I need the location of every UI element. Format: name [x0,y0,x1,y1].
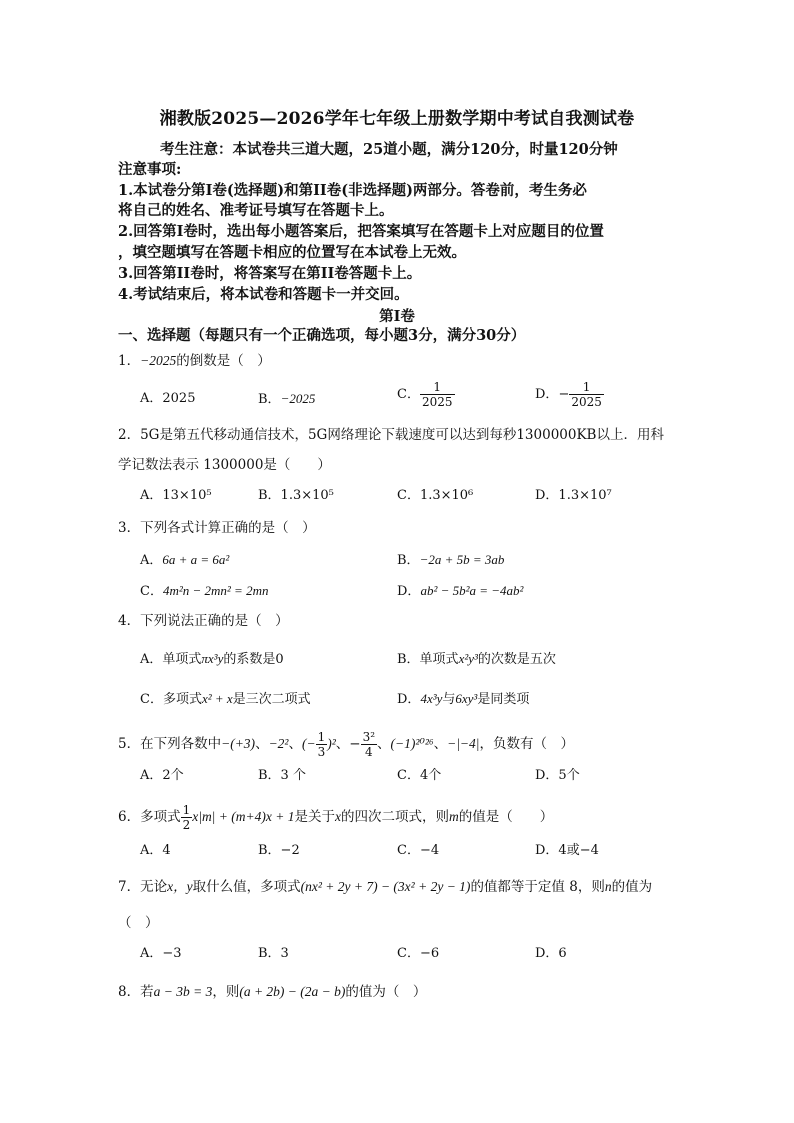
q3-b-math: −2a + 5b = 3ab [419,552,505,567]
q4-option-b [397,649,556,670]
q6-var-x: x [334,809,341,824]
q5-pre: 5．在下列各数中 [118,736,222,752]
q2-option-d: D．1.3×10⁷ [535,488,612,503]
note-line-6: 4.考试结束后，将本试卷和答题卡一并交回。 [118,286,409,303]
q1-option-d [535,380,604,409]
q4-b-math: x²y³ [458,651,478,666]
question-7 [118,877,652,897]
q8-pre: 8．若 [118,984,154,1000]
notes-heading: 注意事项: [118,161,182,178]
q1-d-label: D． [535,387,559,402]
q4-d-label: D． [397,692,421,707]
q2-option-a: A．13×10⁵ [140,488,212,503]
q6-frac-num: 1 [182,803,191,817]
q5-expr-5: (−1)²⁰²⁶ [390,736,434,751]
q3-c-label: C． [140,584,163,599]
notice-line: 考生注意：本试卷共三道大题，25道小题，满分120分，时量120分钟 [160,141,618,158]
q4-option-c [140,689,311,710]
q5-sep-3: 、 [335,736,350,752]
q5-option-c: C．4个 [397,768,442,783]
q5-expr-3-post: )² [327,736,336,751]
q1-option-c [397,380,455,409]
q1-math: −2025 [140,353,177,368]
q5-expr-3-fraction [316,730,328,759]
q4-c-label: C．多项式 [140,692,202,707]
q5-option-b: B．3 个 [258,768,306,783]
q1-c-label: C． [397,387,420,402]
section-heading: 一、选择题（每题只有一个正确选项，每小题3分，满分30分） [118,327,526,344]
q6-fraction [181,803,193,832]
part-label: 第Ⅰ卷 [379,308,415,325]
q8-math-1: a − 3b = 3 [153,984,213,999]
q3-option-b [397,550,504,571]
q1-b-math: −2025 [280,391,316,406]
note-line-2: 将自己的姓名、准考证号填写在答题卡上。 [118,202,394,219]
q5-expr-4-fraction [361,730,377,759]
q7-mid: 取什么值，多项式 [192,879,301,895]
q4-a-math: πx³y [201,651,224,666]
q2-option-c: C．1.3×10⁶ [397,488,474,503]
q8-mid: ，则 [212,984,240,1000]
q2-option-b: B．1.3×10⁵ [258,488,334,503]
q6-option-b: B．−2 [258,843,300,858]
note-line-3: 2.回答第Ⅰ卷时，选出每小题答案后，把答案填写在答题卡上对应题目的位置 [118,223,604,240]
q5-expr-3-num: 1 [317,730,326,744]
note-line-5: 3.回答第II卷时，将答案写在第II卷答题卡上。 [118,265,422,282]
q5-expr-1: −(+3) [221,736,256,751]
q5-sep-1: 、 [255,736,269,752]
q1-stem: 的倒数是（ ） [176,353,271,369]
q7-option-b: B．3 [258,946,289,961]
q7-line-2: （ ） [118,915,159,931]
q7-var-n: n [604,879,612,894]
q6-option-d: D．4或−4 [535,843,599,858]
q1-c-numerator: 1 [420,380,455,395]
q5-sep-4: 、 [377,736,391,752]
q4-d-post: 是同类项 [477,692,530,707]
q3-b-label: B． [397,553,420,568]
q3-c-math: 4m²n − 2mn² = 2mn [162,583,269,598]
q4-option-d [397,689,529,710]
q4-d-math-1: 4x³y [420,691,443,706]
q4-c-post: 是三次二项式 [232,692,311,707]
q1-d-fraction [569,380,604,409]
q6-frac-den: 2 [182,818,191,832]
q7-option-d: D．6 [535,946,567,961]
question-4: 4．下列说法正确的是（ ） [118,613,289,629]
question-3: 3．下列各式计算正确的是（ ） [118,520,316,536]
q4-a-post: 的系数是0 [223,652,284,667]
q7-pre: 7．无论 [118,879,168,895]
q4-d-mid: 与 [442,692,456,707]
q7-post: 的值为 [611,879,653,895]
q4-b-post: 的次数是五次 [477,652,556,667]
q6-math: x|m| + (m+4)x + 1 [192,809,295,824]
q5-expr-2: −2² [268,736,289,751]
q5-sep-2: 、 [288,736,302,752]
question-8 [118,982,426,1002]
q6-option-c: C．−4 [397,843,440,858]
q3-a-label: A． [140,553,163,568]
q5-sep-5: 、 [433,736,448,752]
q1-d-sign: − [558,387,570,402]
q1-d-numerator: 1 [569,380,604,395]
q1-option-b [258,389,315,410]
q7-math-1: x，y [167,879,193,894]
note-line-1: 1.本试卷分第Ⅰ卷(选择题)和第II卷(非选择题)两部分。答卷前，考生务必 [118,182,587,199]
q4-d-math-2: 6xy³ [455,691,478,706]
question-6 [118,803,553,832]
q8-math-2: (a + 2b) − (2a − b) [239,984,346,999]
q5-expr-3-pre: (− [301,736,316,751]
q3-d-label: D． [397,584,421,599]
q5-expr-4-num: 3² [362,730,376,744]
q5-option-a: A．2个 [140,768,184,783]
q4-option-a [140,649,284,670]
q1-number: 1． [118,353,141,369]
q6-pre: 6．多项式 [118,809,181,825]
q1-option-a: A．2025 [140,391,196,406]
q1-c-fraction [420,380,455,409]
q3-option-d [397,581,523,602]
q3-d-math: ab² − 5b²a = −4ab² [420,583,524,598]
q2-line-1: 2．5G是第五代移动通信技术，5G网络理论下载速度可以达到每秒1300000KB以上．用科 [118,427,664,443]
q2-line-2: 学记数法表示 1300000是（ ） [118,457,331,473]
q1-c-denominator: 2025 [421,395,453,409]
q5-option-d: D．5个 [535,768,580,783]
q6-mid: 是关于 [294,809,335,825]
q3-a-math: 6a + a = 6a² [162,552,230,567]
q5-expr-4-sign: − [349,736,361,752]
note-line-4: ，填空题填写在答题卡相应的位置写在本试卷上无效。 [118,244,466,261]
q5-expr-4-den: 4 [365,745,373,759]
exam-title: 湘教版2025—2026学年七年级上册数学期中考试自我测试卷 [159,109,635,129]
q8-post: 的值为（ ） [345,984,427,1000]
q1-d-denominator: 2025 [571,395,602,409]
q7-option-a: A．−3 [140,946,182,961]
q7-math-2: (nx² + 2y + 7) − (3x² + 2y − 1) [300,879,471,894]
q4-b-label: B．单项式 [397,652,459,667]
q7-option-c: C．−6 [397,946,440,961]
q6-mid-2: 的四次二项式，则 [340,809,449,825]
question-5 [118,730,574,759]
q5-expr-6: −|−4| [447,736,480,751]
question-1 [118,351,271,371]
q4-c-math: x² + x [201,691,233,706]
q6-var-m: m [448,809,459,824]
q5-expr-3-den: 3 [317,745,326,759]
q5-post: ，负数有（ ） [479,736,575,752]
q7-mid-2: 的值都等于定值 8，则 [470,879,605,895]
q6-option-a: A．4 [140,843,171,858]
q1-b-label: B． [258,392,281,407]
q3-option-a [140,550,229,571]
q6-post: 的值是（ ） [458,809,554,825]
q3-option-c [140,581,268,602]
q4-a-label: A．单项式 [140,652,202,667]
